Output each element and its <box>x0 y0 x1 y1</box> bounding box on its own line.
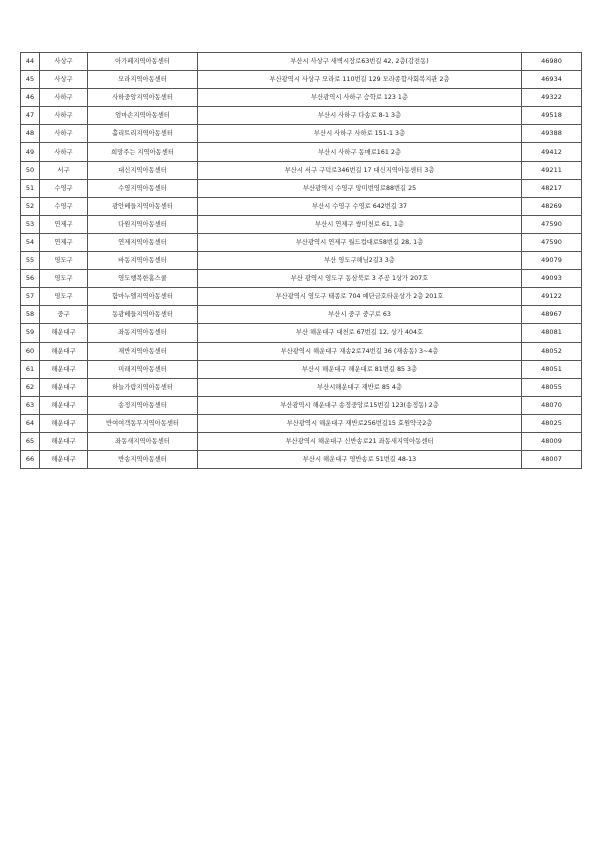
row-address: 부산광역시 수영구 망미번영로88번길 25 <box>198 179 522 197</box>
table-row <box>21 161 582 179</box>
row-number: 63 <box>21 396 40 414</box>
row-zip-code: 48081 <box>522 324 582 342</box>
row-district: 수영구 <box>40 197 88 215</box>
row-center-name: 함마누엘지역아동센터 <box>88 288 198 306</box>
row-number: 48 <box>21 125 40 143</box>
row-district: 해운대구 <box>40 396 88 414</box>
row-zip-code: 49412 <box>522 143 582 161</box>
row-zip-code: 48025 <box>522 414 582 432</box>
row-district: 해운대구 <box>40 324 88 342</box>
row-number: 59 <box>21 324 40 342</box>
table-row <box>21 143 582 161</box>
row-zip-code: 49093 <box>522 270 582 288</box>
row-center-name: 반송지역아동센터 <box>88 451 198 469</box>
row-zip-code: 49211 <box>522 161 582 179</box>
row-center-name: 미래지역아동센터 <box>88 360 198 378</box>
row-center-name: 홀리트리지역아동센터 <box>88 125 198 143</box>
row-address: 부산광역시 연제구 월드컵대로58번길 28, 1층 <box>198 233 522 251</box>
row-address: 부산 광역시 영도구 동삼북로 3 주공 1상가 207호 <box>198 270 522 288</box>
row-district: 해운대구 <box>40 432 88 450</box>
row-center-name: 수영지역아동센터 <box>88 179 198 197</box>
table-row <box>21 432 582 450</box>
row-district: 해운대구 <box>40 378 88 396</box>
table-row <box>21 89 582 107</box>
row-number: 61 <box>21 360 40 378</box>
row-address: 부산시 서구 구덕로346번길 17 대신지역아동센터 3층 <box>198 161 522 179</box>
row-address: 부산광역시 해운대구 재반로256번길15 효원약국2층 <box>198 414 522 432</box>
table-row <box>21 451 582 469</box>
row-center-name: 좌동새지역아동센터 <box>88 432 198 450</box>
table-row <box>21 324 582 342</box>
row-address: 부산광역시 사상구 모라로 110번길 129 모라종합사회복지관 2층 <box>198 71 522 89</box>
row-zip-code: 46980 <box>522 53 582 71</box>
row-number: 47 <box>21 107 40 125</box>
row-zip-code: 49079 <box>522 252 582 270</box>
row-address: 부산광역시 해운대구 송정중앙로15번길 123(송정동) 2층 <box>198 396 522 414</box>
row-center-name: 아가페지역아동센터 <box>88 53 198 71</box>
row-district: 해운대구 <box>40 451 88 469</box>
row-center-name: 광안베들지역아동센터 <box>88 197 198 215</box>
row-center-name: 대신지역아동센터 <box>88 161 198 179</box>
row-number: 60 <box>21 342 40 360</box>
table-row <box>21 179 582 197</box>
row-address: 부산시 연제구 쌍미천로 61, 1층 <box>198 215 522 233</box>
table-row <box>21 360 582 378</box>
row-zip-code: 49322 <box>522 89 582 107</box>
table-row <box>21 53 582 71</box>
row-center-name: 엄마손지역아동센터 <box>88 107 198 125</box>
row-district: 사상구 <box>40 53 88 71</box>
row-district: 영도구 <box>40 288 88 306</box>
row-center-name: 동광베들지역아동센터 <box>88 306 198 324</box>
row-number: 62 <box>21 378 40 396</box>
row-center-name: 영도행복한홈스쿨 <box>88 270 198 288</box>
table-row <box>21 306 582 324</box>
row-district: 중구 <box>40 306 88 324</box>
row-district: 영도구 <box>40 252 88 270</box>
row-zip-code: 48070 <box>522 396 582 414</box>
row-zip-code: 48217 <box>522 179 582 197</box>
row-zip-code: 48051 <box>522 360 582 378</box>
row-zip-code: 48967 <box>522 306 582 324</box>
row-address: 부산시 해운대구 영반송로 51번길 48-13 <box>198 451 522 469</box>
row-district: 사상구 <box>40 71 88 89</box>
row-number: 52 <box>21 197 40 215</box>
row-district: 사하구 <box>40 107 88 125</box>
table-row <box>21 71 582 89</box>
table-row <box>21 125 582 143</box>
row-zip-code: 48007 <box>522 451 582 469</box>
row-address: 부산시 사하구 사하로 151-1 3층 <box>198 125 522 143</box>
table-row <box>21 342 582 360</box>
row-number: 65 <box>21 432 40 450</box>
row-center-name: 희망주는 지역아동센터 <box>88 143 198 161</box>
row-district: 수영구 <box>40 179 88 197</box>
row-address: 부산 해운대구 대천로 67번길 12, 상가 404호 <box>198 324 522 342</box>
row-center-name: 모라지역아동센터 <box>88 71 198 89</box>
row-center-name: 좌동지역아동센터 <box>88 324 198 342</box>
row-district: 영도구 <box>40 270 88 288</box>
row-address: 부산시 해운대구 해운대로 81번길 85 3층 <box>198 360 522 378</box>
table-body <box>21 53 582 469</box>
table-row <box>21 378 582 396</box>
row-number: 51 <box>21 179 40 197</box>
table-row <box>21 233 582 251</box>
row-address: 부산시 사상구 새벽시장로63번길 42, 2층(감전동) <box>198 53 522 71</box>
table-row <box>21 107 582 125</box>
row-number: 50 <box>21 161 40 179</box>
table-row <box>21 252 582 270</box>
row-district: 사하구 <box>40 143 88 161</box>
row-address: 부산 영도구해님2길3 3층 <box>198 252 522 270</box>
row-number: 54 <box>21 233 40 251</box>
row-zip-code: 48052 <box>522 342 582 360</box>
row-center-name: 송정지역아동센터 <box>88 396 198 414</box>
table-row <box>21 270 582 288</box>
row-number: 57 <box>21 288 40 306</box>
row-zip-code: 47590 <box>522 215 582 233</box>
row-district: 해운대구 <box>40 414 88 432</box>
row-center-name: 바동지역아동센터 <box>88 252 198 270</box>
row-address: 부산시 중구 중구로 63 <box>198 306 522 324</box>
row-district: 사하구 <box>40 125 88 143</box>
row-zip-code: 49122 <box>522 288 582 306</box>
row-district: 서구 <box>40 161 88 179</box>
row-center-name: 사하중앙지역아동센터 <box>88 89 198 107</box>
row-district: 연제구 <box>40 233 88 251</box>
row-address: 부산광역시 영도구 태종로 704 예단금호타운상가 2층 201호 <box>198 288 522 306</box>
row-district: 해운대구 <box>40 360 88 378</box>
row-number: 46 <box>21 89 40 107</box>
row-address: 부산시해운대구 재반로 85 4층 <box>198 378 522 396</box>
row-number: 49 <box>21 143 40 161</box>
row-zip-code: 47590 <box>522 233 582 251</box>
row-zip-code: 49518 <box>522 107 582 125</box>
table-row <box>21 396 582 414</box>
table-row <box>21 197 582 215</box>
row-number: 56 <box>21 270 40 288</box>
center-table <box>20 52 582 469</box>
document-page <box>20 52 581 469</box>
row-district: 해운대구 <box>40 342 88 360</box>
row-center-name: 재반지역아동센터 <box>88 342 198 360</box>
row-address: 부산광역시 해운대구 신반송로21 좌동새지역아동센터 <box>198 432 522 450</box>
row-zip-code: 49388 <box>522 125 582 143</box>
row-address: 부산시 사하구 다송로 8-1 3층 <box>198 107 522 125</box>
row-address: 부산광역시 사하구 승학로 123 1층 <box>198 89 522 107</box>
row-address: 부산시 사하구 동매로161 2층 <box>198 143 522 161</box>
row-district: 사하구 <box>40 89 88 107</box>
row-zip-code: 48055 <box>522 378 582 396</box>
row-zip-code: 48009 <box>522 432 582 450</box>
table-row <box>21 414 582 432</box>
row-center-name: 반여여객동무지역아동센터 <box>88 414 198 432</box>
row-number: 45 <box>21 71 40 89</box>
table-row <box>21 288 582 306</box>
row-number: 53 <box>21 215 40 233</box>
row-number: 44 <box>21 53 40 71</box>
row-district: 연제구 <box>40 215 88 233</box>
row-address: 부산시 수영구 수영로 642번길 37 <box>198 197 522 215</box>
row-zip-code: 48269 <box>522 197 582 215</box>
row-number: 55 <box>21 252 40 270</box>
row-number: 66 <box>21 451 40 469</box>
row-number: 64 <box>21 414 40 432</box>
row-center-name: 연제지역아동센터 <box>88 233 198 251</box>
table-row <box>21 215 582 233</box>
row-zip-code: 46934 <box>522 71 582 89</box>
row-address: 부산광역시 해운대구 재송2로74번길 36 (재송동) 3~4층 <box>198 342 522 360</box>
row-center-name: 다원지역아동센터 <box>88 215 198 233</box>
row-center-name: 하늘가람지역아동센터 <box>88 378 198 396</box>
row-number: 58 <box>21 306 40 324</box>
